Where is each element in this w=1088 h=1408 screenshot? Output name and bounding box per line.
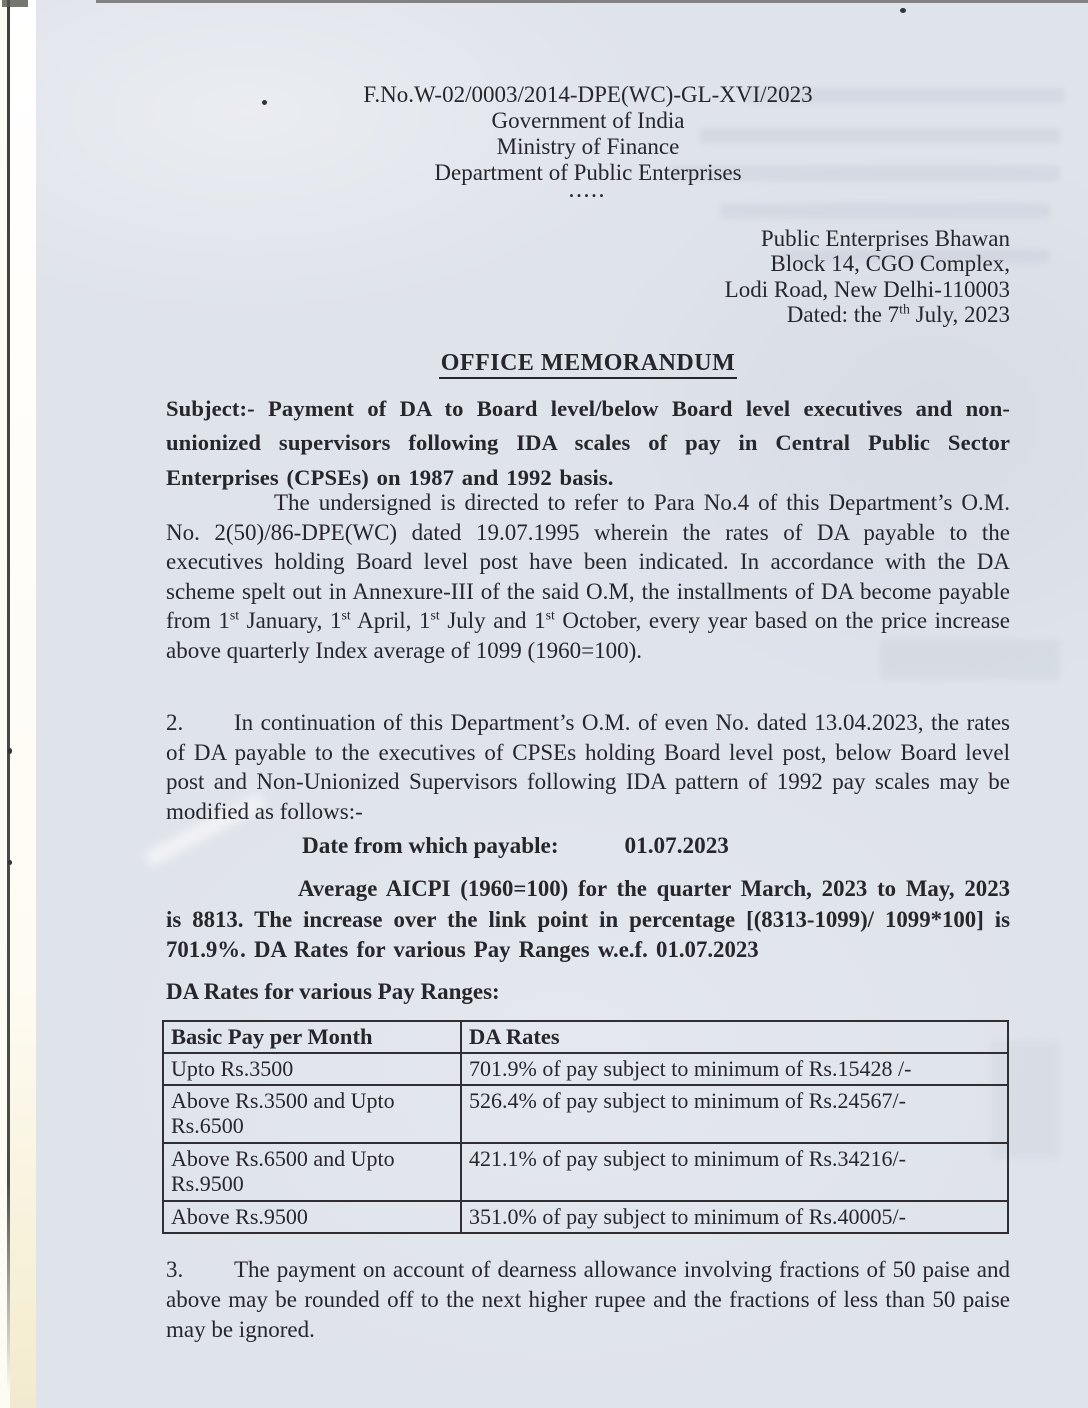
cell-pay-range: Above Rs.6500 and Upto Rs.9500 <box>163 1143 461 1201</box>
date-ordinal-superscript: th <box>899 301 910 317</box>
org-line-ministry: Ministry of Finance <box>496 134 680 159</box>
letterhead-org-block <box>166 108 1010 186</box>
aicpi-paragraph: Average AICPI (1960=100) for the quarter March, 2023 to May, 2023 is 8813. The increase over the link point in percentage [(8313-1099)/ 1099*100] is 701.9%. DA Rates for various Pay Ranges w.e.f. 01.07.2023 <box>166 876 1010 963</box>
da-rates-table <box>162 1020 1009 1234</box>
cell-da-rate: 526.4% of pay subject to minimum of Rs.24567/- <box>461 1085 1008 1143</box>
table-header-row <box>163 1021 1008 1053</box>
ink-speck <box>900 8 906 13</box>
address-line-bhawan: Public Enterprises Bhawan <box>760 226 1010 251</box>
table-row <box>163 1201 1008 1233</box>
paragraph-1: The undersigned is directed to refer to Para No.4 of this Department’s O.M. No. 2(50)/86-DPE(WC) dated 19.07.1995 wherein the rates of DA payable to the executives holding Board level post have been indicated. In accordance with the DA scheme spelt out in Annexure-III of the said O.M, the installments of DA become payable from 1st January, 1st April, 1st July and 1st October, every year based on the price increase above quarterly Index average of 1099 (1960=100). <box>166 490 1010 663</box>
table-row <box>163 1143 1008 1201</box>
file-number: F.No.W-02/0003/2014-DPE(WC)-GL-XVI/2023 <box>363 82 813 107</box>
corner-scan-mark <box>2 0 28 7</box>
top-scan-edge <box>96 0 1088 3</box>
column-header-basic-pay: Basic Pay per Month <box>163 1021 461 1053</box>
subject-paragraph: Subject:- Payment of DA to Board level/below Board level executives and non-unionized supervisors following IDA scales of pay in Central Public Sector Enterprises (CPSEs) on 1987 and 1992 basis. <box>166 396 1010 490</box>
cell-da-rate: 421.1% of pay subject to minimum of Rs.34216/- <box>461 1143 1008 1201</box>
date-payable-value: 01.07.2023 <box>624 833 729 859</box>
address-line-block: Block 14, CGO Complex, <box>770 251 1010 277</box>
table-row <box>163 1085 1008 1143</box>
paragraph-3 <box>166 1255 1010 1345</box>
cell-pay-range: Above Rs.9500 <box>163 1201 461 1233</box>
ink-speck <box>8 748 12 754</box>
org-line-government: Government of India <box>491 108 685 133</box>
cell-da-rate: 351.0% of pay subject to minimum of Rs.40005/- <box>461 1201 1008 1233</box>
org-line-department: Department of Public Enterprises <box>434 160 742 185</box>
paragraph-3-number: 3. <box>166 1257 184 1282</box>
document-title: OFFICE MEMORANDUM <box>166 350 1010 377</box>
date-line <box>166 302 1010 327</box>
paragraph-2 <box>166 708 1010 826</box>
table-row <box>163 1053 1008 1085</box>
superscript-st: st <box>430 607 440 623</box>
address-line-city: Lodi Road, New Delhi-110003 <box>724 276 1010 302</box>
paragraph-1-text: The undersigned is directed to refer to Para No.4 of this Department’s O.M. No. 2(50)/86-DPE(WC) dated 19.07.1995 wherein the rates of DA payable to the executives holding Board level post have been indicated. In accordance with the DA scheme spelt out in Annexure-III of the said O.M, the installments of DA become payable from 1 <box>166 490 1010 633</box>
table-heading: DA Rates for various Pay Ranges: <box>166 979 500 1004</box>
cell-pay-range: Above Rs.3500 and Upto Rs.6500 <box>163 1085 461 1143</box>
superscript-st: st <box>229 607 240 623</box>
superscript-st: st <box>545 607 555 623</box>
paragraph-2-number: 2. <box>166 710 184 735</box>
cell-pay-range: Upto Rs.3500 <box>163 1053 461 1085</box>
superscript-st: st <box>341 607 351 623</box>
paragraph-3-text: The payment on account of dearness allowance involving fractions of 50 paise and above may be rounded off to the next higher rupee and the fractions of less than 50 paise may be ignored. <box>166 1257 1010 1342</box>
ink-speck <box>8 860 12 865</box>
date-text: Dated: the 7 <box>786 302 900 328</box>
column-header-da-rates: DA Rates <box>461 1021 1008 1053</box>
cell-da-rate: 701.9% of pay subject to minimum of Rs.15428 /- <box>461 1053 1008 1085</box>
left-margin-strip <box>10 0 36 1408</box>
address-block <box>166 226 1010 328</box>
date-text-rest: July, 2023 <box>909 302 1010 328</box>
bleed-through-smudge <box>720 204 1050 218</box>
date-payable-line <box>166 833 1088 860</box>
paragraph-2-text: In continuation of this Department’s O.M. of even No. dated 13.04.2023, the rates of DA payable to the executives of CPSEs holding Board level post, below Board level post and Non-Unionized Supervisors following IDA pattern of 1992 pay scales may be modified as follows:- <box>166 710 1010 824</box>
separator-dots: ..... <box>569 181 607 201</box>
scanner-edge-line <box>7 0 10 1392</box>
date-payable-label: Date from which payable: <box>302 833 559 859</box>
